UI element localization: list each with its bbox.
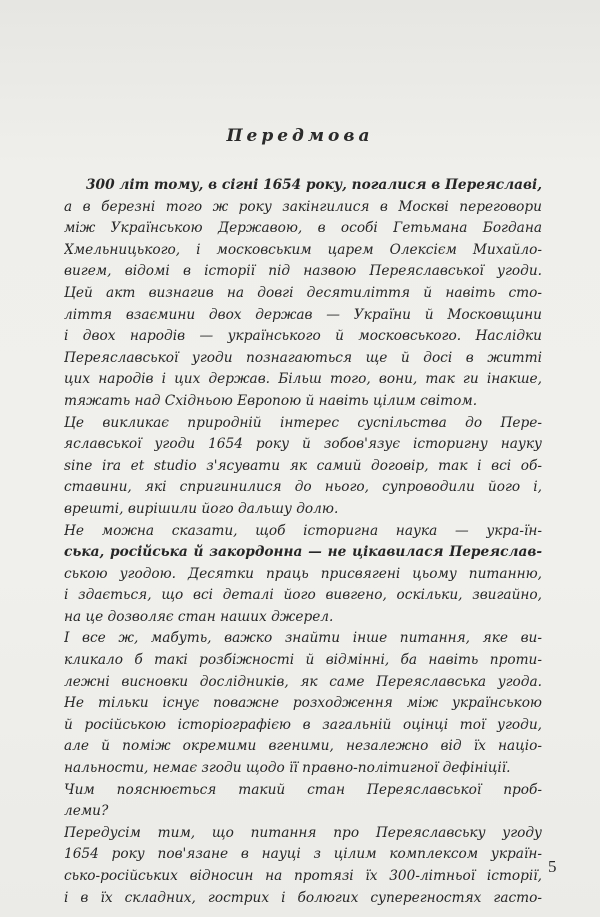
text-line: й російською історіографією в загальній оцінці тої угоди, xyxy=(64,716,542,733)
text-line: 300 літ тому, в сігні 1654 року, погалися в Переяславі, xyxy=(86,177,542,193)
text-line: Переяславської угоди познагаються ще й досі в житті xyxy=(64,349,542,366)
text-line: Не можна сказати, щоб історигна наука — укра-їн- xyxy=(64,522,542,539)
text-line: врешті, вирішили його дальшу долю. xyxy=(64,500,339,517)
text-line: ська, російська й закордонна — не цікавилася Переяслав- xyxy=(64,544,542,561)
text-line: ставини, які спригинилися до нього, супроводили його і, xyxy=(64,479,542,496)
text-line: яславської угоди 1654 року й зобов'язує історигну науку xyxy=(64,436,542,453)
text-line: і здається, що всі деталі його вивгено, оскільки, звигайно, xyxy=(64,587,542,604)
text-line: 1654 року пов'язане в науці з цілим комплексом україн- xyxy=(64,846,542,863)
text-line: на це дозволяє стан наших джерел. xyxy=(64,608,334,625)
text-line: тяжать над Східньою Европою й навіть цілим світом. xyxy=(64,392,478,409)
text-line: нальности, немає згоди щодо її правно-політигної дефініції. xyxy=(64,760,511,777)
text-line: цих народів і цих держав. Більш того, вони, так ги інакше, xyxy=(64,371,542,388)
text-line: і в їх складних, гострих і болюгих суперегностях гасто- xyxy=(64,889,542,906)
text-line: Не тільки існує поважне розходження між українською xyxy=(64,695,542,712)
text-line: лежні висновки дослідників, як саме Переяславська угода. xyxy=(64,673,542,690)
text-line: Чим пояснюється такий стан Переяславської проб- xyxy=(64,781,542,798)
page-number: 5 xyxy=(548,857,557,876)
text-line: між Українською Державою, в особі Гетьмана Богдана xyxy=(64,220,542,237)
text-line: Цей акт визнагив на довгі десятиліття й навіть сто- xyxy=(64,284,542,301)
text-line: ською угодою. Десятки праць присвягені цьому питанню, xyxy=(64,565,542,582)
body-text xyxy=(64,175,542,909)
text-line: І все ж, мабуть, важко знайти інше питання, яке ви- xyxy=(64,630,542,647)
text-line: sine ira et studio з'ясувати як самий договір, так і всі об- xyxy=(64,457,542,474)
text-line: кликало б такі розбіжності й відмінні, ба навіть проти- xyxy=(64,652,542,669)
page-title: Передмова xyxy=(226,126,374,146)
text-line: вигем, відомі в історії під назвою Переяславської угоди. xyxy=(64,263,542,280)
text-line: ліття взаємини двох держав — України й Московщини xyxy=(64,306,542,323)
text-line: леми? xyxy=(64,803,109,820)
text-line: і двох народів — українського й московського. Наслідки xyxy=(64,328,542,345)
text-line: але й поміж окремими вгеними, незалежно від їх націо- xyxy=(64,738,542,755)
text-line: Передусім тим, що питання про Переяславську угоду xyxy=(64,824,542,841)
text-line: Хмельницького, і московським царем Олексієм Михайло- xyxy=(64,241,542,258)
text-line: а в березні того ж року закінгилися в Москві переговори xyxy=(64,198,542,215)
text-line: сько-російських відносин на протязі їх 300-літньої історії, xyxy=(64,868,542,884)
text-line: Це викликає природній інтерес суспільства до Пере- xyxy=(64,414,542,431)
